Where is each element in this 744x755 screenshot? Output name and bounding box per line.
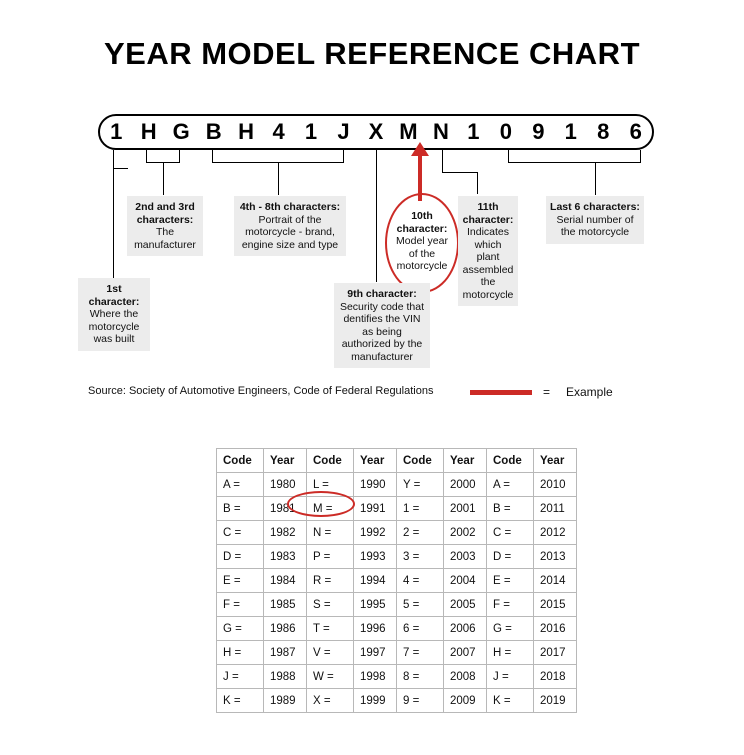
- cell-year: 1985: [264, 593, 307, 617]
- cell-code: 4 =: [397, 569, 444, 593]
- leader-line: [113, 168, 128, 169]
- callout-first-character: [78, 278, 150, 351]
- cell-code: K =: [487, 689, 534, 713]
- leader-line: [508, 162, 641, 163]
- cell-year: 1996: [354, 617, 397, 641]
- cell-year: 2015: [534, 593, 577, 617]
- column-header: Year: [534, 449, 577, 473]
- callout-fourth-eighth-characters: [234, 196, 346, 256]
- cell-year: 2013: [534, 545, 577, 569]
- vin-character: J: [337, 119, 350, 144]
- leader-line: [212, 150, 213, 162]
- column-header: Code: [487, 449, 534, 473]
- source-text: Source: Society of Automotive Engineers, Code of Federal Regulations: [88, 385, 434, 397]
- cell-code: R =: [307, 569, 354, 593]
- column-header: Code: [397, 449, 444, 473]
- cell-code: 6 =: [397, 617, 444, 641]
- cell-code: P =: [307, 545, 354, 569]
- cell-year: 2003: [444, 545, 487, 569]
- cell-year: 1982: [264, 521, 307, 545]
- column-header: Code: [307, 449, 354, 473]
- cell-year: 2000: [444, 473, 487, 497]
- vin-character: 6: [629, 119, 642, 144]
- cell-code: W =: [307, 665, 354, 689]
- leader-line: [595, 162, 596, 195]
- leader-line: [278, 162, 279, 195]
- vin-character: 1: [564, 119, 577, 144]
- callout-body: The manufacturer: [134, 226, 196, 251]
- callout-heading: 11th character:: [462, 201, 514, 226]
- leader-line: [477, 172, 478, 194]
- table-row: [217, 617, 577, 641]
- vin-character: X: [368, 119, 384, 144]
- vin-character: 4: [272, 119, 285, 144]
- cell-year: 2006: [444, 617, 487, 641]
- cell-code: B =: [487, 497, 534, 521]
- cell-code: C =: [487, 521, 534, 545]
- leader-line: [113, 168, 114, 278]
- cell-year: 2009: [444, 689, 487, 713]
- cell-year: 1980: [264, 473, 307, 497]
- legend-equals-sign: =: [543, 385, 551, 399]
- cell-year: 1999: [354, 689, 397, 713]
- cell-code: A =: [217, 473, 264, 497]
- leader-line: [442, 150, 443, 172]
- cell-code: G =: [487, 617, 534, 641]
- callout-eleventh-character: [458, 196, 518, 306]
- callout-body: Model year of the motorcycle: [396, 235, 448, 272]
- cell-year: 1983: [264, 545, 307, 569]
- table-row: [217, 641, 577, 665]
- cell-year: 2010: [534, 473, 577, 497]
- cell-year: 1984: [264, 569, 307, 593]
- cell-year: 1998: [354, 665, 397, 689]
- vin-number-capsule: [98, 114, 654, 150]
- cell-code: F =: [487, 593, 534, 617]
- cell-year: 1997: [354, 641, 397, 665]
- vin-character: H: [238, 119, 255, 144]
- cell-year: 2012: [534, 521, 577, 545]
- cell-code: J =: [487, 665, 534, 689]
- table-row: [217, 593, 577, 617]
- cell-code: 7 =: [397, 641, 444, 665]
- cell-year: 1995: [354, 593, 397, 617]
- cell-year: 2005: [444, 593, 487, 617]
- cell-year: 2001: [444, 497, 487, 521]
- cell-year: 2014: [534, 569, 577, 593]
- vin-character: 1: [110, 119, 123, 144]
- cell-code: N =: [307, 521, 354, 545]
- cell-code: T =: [307, 617, 354, 641]
- example-legend-swatch: [470, 390, 532, 395]
- cell-year: 1988: [264, 665, 307, 689]
- vin-character: 1: [467, 119, 480, 144]
- callout-second-third-characters: [127, 196, 203, 256]
- cell-code: V =: [307, 641, 354, 665]
- vin-character: 0: [499, 119, 512, 144]
- cell-year: 2004: [444, 569, 487, 593]
- leader-line: [376, 150, 377, 282]
- callout-heading: 10th character:: [396, 210, 448, 235]
- cell-code: 3 =: [397, 545, 444, 569]
- cell-code: L =: [307, 473, 354, 497]
- cell-code: 8 =: [397, 665, 444, 689]
- callout-ninth-character: [334, 283, 430, 368]
- model-year-code-table: [216, 448, 577, 713]
- leader-line: [113, 150, 114, 168]
- cell-year: 1990: [354, 473, 397, 497]
- model-year-code-table-wrapper: [216, 448, 577, 713]
- cell-code: H =: [487, 641, 534, 665]
- cell-code: D =: [217, 545, 264, 569]
- callout-body: Serial number of the motorcycle: [556, 213, 634, 238]
- cell-year: 1987: [264, 641, 307, 665]
- vin-character: H: [140, 119, 157, 144]
- cell-year: 2018: [534, 665, 577, 689]
- cell-year: 2007: [444, 641, 487, 665]
- leader-line: [343, 150, 344, 162]
- source-legend-row: [88, 384, 688, 402]
- column-header: Code: [217, 449, 264, 473]
- table-row: [217, 473, 577, 497]
- callout-body: Portrait of the motorcycle - brand, engine size and type: [241, 213, 339, 251]
- cell-year: 2002: [444, 521, 487, 545]
- vin-character: G: [172, 119, 190, 144]
- table-row: [217, 545, 577, 569]
- legend-label: Example: [566, 385, 613, 399]
- cell-code: 5 =: [397, 593, 444, 617]
- vin-character: 9: [532, 119, 545, 144]
- callout-heading: 1st character:: [88, 283, 140, 308]
- vin-character: B: [205, 119, 222, 144]
- callout-last-six-characters: [546, 196, 644, 244]
- cell-code: Y =: [397, 473, 444, 497]
- leader-line: [146, 150, 147, 162]
- cell-year: 2008: [444, 665, 487, 689]
- cell-year: 1994: [354, 569, 397, 593]
- cell-code: 1 =: [397, 497, 444, 521]
- cell-code: A =: [487, 473, 534, 497]
- cell-code: F =: [217, 593, 264, 617]
- callout-heading: 9th character:: [347, 288, 417, 300]
- vin-character: N: [432, 119, 449, 144]
- cell-code: X =: [307, 689, 354, 713]
- leader-line: [442, 172, 477, 173]
- cell-year: 2016: [534, 617, 577, 641]
- cell-year: 1986: [264, 617, 307, 641]
- callout-body: Where the motorcycle was built: [88, 308, 140, 345]
- table-header-row: [217, 449, 577, 473]
- cell-year: 2017: [534, 641, 577, 665]
- cell-code: C =: [217, 521, 264, 545]
- vin-character: M: [399, 119, 418, 144]
- table-row: [217, 497, 577, 521]
- cell-code: S =: [307, 593, 354, 617]
- cell-code: 9 =: [397, 689, 444, 713]
- leader-line: [163, 162, 164, 195]
- page-title: YEAR MODEL REFERENCE CHART: [103, 36, 641, 71]
- cell-code: E =: [217, 569, 264, 593]
- cell-code: J =: [217, 665, 264, 689]
- cell-code: K =: [217, 689, 264, 713]
- cell-year: 1981: [264, 497, 307, 521]
- vin-character: 1: [304, 119, 318, 144]
- cell-code: E =: [487, 569, 534, 593]
- cell-code: H =: [217, 641, 264, 665]
- callout-tenth-character: [390, 205, 454, 278]
- vin-character: 8: [597, 119, 610, 144]
- callout-heading: 4th - 8th characters:: [239, 201, 341, 213]
- cell-year: 1989: [264, 689, 307, 713]
- leader-line: [508, 150, 509, 162]
- cell-year: 2019: [534, 689, 577, 713]
- column-header: Year: [264, 449, 307, 473]
- callout-heading: Last 6 characters:: [550, 201, 640, 213]
- leader-line: [179, 150, 180, 162]
- column-header: Year: [444, 449, 487, 473]
- cell-year-highlighted: 1991: [354, 497, 397, 521]
- callout-body: Indicates which plant assembled the motorcycle: [462, 226, 514, 301]
- cell-year: 1993: [354, 545, 397, 569]
- table-row: [217, 569, 577, 593]
- leader-line: [640, 150, 641, 162]
- cell-year: 2011: [534, 497, 577, 521]
- callout-body: Security code that dentifies the VIN as being authorized by the manufacturer: [339, 300, 425, 363]
- column-header: Year: [354, 449, 397, 473]
- cell-code-highlighted: M =: [307, 497, 354, 521]
- table-row: [217, 689, 577, 713]
- cell-code: G =: [217, 617, 264, 641]
- table-row: [217, 665, 577, 689]
- callout-heading: 2nd and 3rd characters:: [135, 201, 195, 226]
- cell-code: B =: [217, 497, 264, 521]
- cell-code: D =: [487, 545, 534, 569]
- cell-year: 1992: [354, 521, 397, 545]
- cell-code: 2 =: [397, 521, 444, 545]
- table-row: [217, 521, 577, 545]
